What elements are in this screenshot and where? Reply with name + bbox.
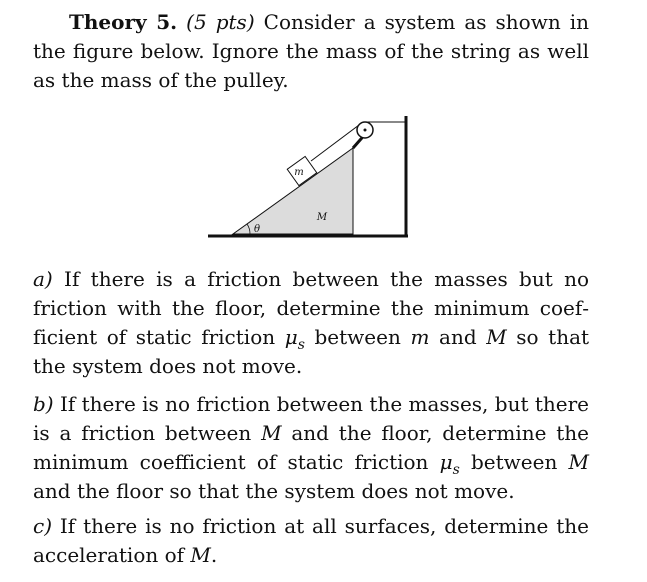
part-b-text-1: If there is no friction between the masses, but there is a friction between (33, 392, 589, 445)
part-b-marker: b) (33, 392, 54, 416)
part-a-text-3: and (439, 325, 477, 349)
part-b-text-3: between (470, 450, 558, 474)
part-c-text-1: If there is no friction at all surfaces, determine the acceleration of (33, 514, 589, 567)
part-b (33, 390, 589, 506)
problem-intro-text: Consider a system as shown in the figure below. Ignore the mass of the string as well as the mass of the pulley. (33, 10, 590, 92)
part-c-text-2: . (210, 543, 218, 567)
part-b-text-2: and the floor, determine the minimum coefficient of static friction (33, 421, 590, 474)
part-c (33, 512, 589, 570)
label-theta: θ (253, 224, 261, 235)
incline-pulley-figure (200, 108, 415, 243)
figure-drawing (200, 108, 415, 243)
part-a-text-2: between (314, 325, 401, 349)
part-c-marker: c) (33, 514, 53, 538)
part-b-text-4: and the floor so that the system does not move. (33, 479, 515, 503)
part-b-mu-sub: s (452, 462, 460, 478)
part-b-mu: μ (439, 450, 453, 474)
problem-points: (5 pts) (186, 10, 255, 34)
problem-title: Theory 5. (69, 10, 178, 34)
part-a-var-1: m (410, 325, 430, 349)
part-a-mu: μ (284, 325, 298, 349)
part-b-var-1: M (261, 421, 282, 445)
pulley-axle (364, 129, 367, 132)
part-a (33, 265, 589, 381)
part-a-text-4: so that the system does not move. (33, 325, 590, 378)
part-a-marker: a) (33, 267, 53, 291)
part-a-var-2: M (486, 325, 507, 349)
part-b-var-2: M (568, 450, 590, 474)
problem-intro (33, 8, 589, 95)
label-M: M (316, 212, 328, 223)
part-a-mu-sub: s (297, 337, 305, 353)
part-a-text-1: If there is a friction between the masses but no friction with the floor, determine the minimum coefficient of static friction (33, 267, 589, 349)
wedge-block-M (233, 148, 353, 234)
label-m: m (294, 167, 304, 178)
part-c-var-1: M (190, 543, 211, 567)
